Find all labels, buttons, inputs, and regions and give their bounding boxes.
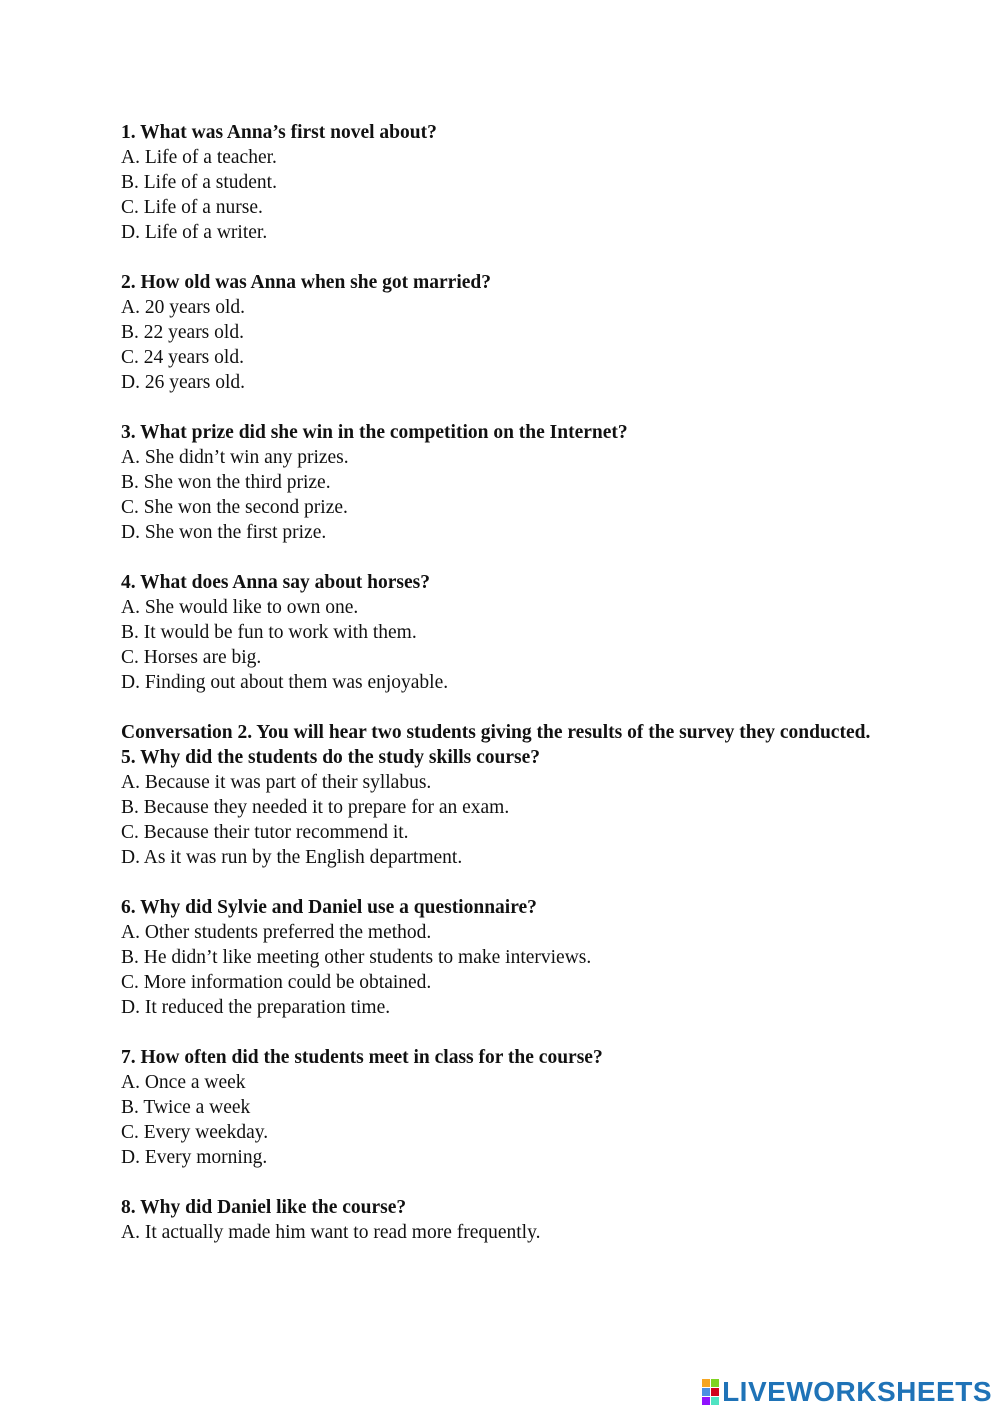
answer-option: B. He didn’t like meeting other students to make interviews. [121, 947, 592, 968]
answer-option: C. Because their tutor recommend it. [121, 822, 409, 843]
question-title: 4. What does Anna say about horses? [121, 572, 431, 593]
question-block [121, 1195, 881, 1245]
answer-option: A. She would like to own one. [121, 597, 359, 618]
answer-option: B. Life of a student. [121, 172, 277, 193]
answer-option: B. It would be fun to work with them. [121, 622, 417, 643]
question-list [121, 120, 881, 1245]
question-title: 2. How old was Anna when she got married? [121, 272, 491, 293]
logo-square [711, 1397, 719, 1405]
question-title: 7. How often did the students meet in class for the course? [121, 1047, 603, 1068]
answer-option: B. Because they needed it to prepare for an exam. [121, 797, 510, 818]
answer-option: C. She won the second prize. [121, 497, 348, 518]
answer-option: D. Finding out about them was enjoyable. [121, 672, 449, 693]
answer-option: B. She won the third prize. [121, 472, 331, 493]
answer-option: B. Twice a week [121, 1097, 251, 1118]
answer-option: A. Once a week [121, 1072, 246, 1093]
logo-square [702, 1379, 710, 1387]
answer-option: A. She didn’t win any prizes. [121, 447, 349, 468]
answer-option: D. 26 years old. [121, 372, 246, 393]
question-title: 3. What prize did she win in the competition on the Internet? [121, 422, 628, 443]
answer-option: D. Every morning. [121, 1147, 268, 1168]
question-block [121, 270, 881, 395]
answer-option: A. 20 years old. [121, 297, 246, 318]
answer-option: C. Life of a nurse. [121, 197, 263, 218]
logo-text: LIVEWORKSHEETS [722, 1376, 992, 1407]
answer-option: C. Every weekday. [121, 1122, 269, 1143]
answer-option: A. It actually made him want to read more frequently. [121, 1222, 541, 1243]
logo-square [711, 1379, 719, 1387]
answer-option: D. It reduced the preparation time. [121, 997, 391, 1018]
question-title: 5. Why did the students do the study skills course? [121, 747, 540, 768]
question-block [121, 720, 881, 870]
question-title: 8. Why did Daniel like the course? [121, 1197, 407, 1218]
question-block [121, 120, 881, 245]
question-title: 1. What was Anna’s first novel about? [121, 122, 437, 143]
answer-option: B. 22 years old. [121, 322, 244, 343]
logo-square [702, 1397, 710, 1405]
worksheet-page [121, 120, 881, 1270]
answer-option: D. As it was run by the English department. [121, 847, 463, 868]
question-block [121, 420, 881, 545]
logo-square [702, 1388, 710, 1396]
logo-icon [702, 1379, 719, 1405]
answer-option: A. Because it was part of their syllabus. [121, 772, 432, 793]
answer-option: C. 24 years old. [121, 347, 244, 368]
answer-option: A. Life of a teacher. [121, 147, 277, 168]
answer-option: C. Horses are big. [121, 647, 262, 668]
answer-option: A. Other students preferred the method. [121, 922, 432, 943]
liveworksheets-logo [702, 1377, 992, 1407]
question-block [121, 895, 881, 1020]
answer-option: C. More information could be obtained. [121, 972, 432, 993]
logo-square [711, 1388, 719, 1396]
question-block [121, 570, 881, 695]
section-heading: Conversation 2. You will hear two students giving the results of the survey they conducted. [121, 722, 871, 743]
answer-option: D. Life of a writer. [121, 222, 268, 243]
question-title: 6. Why did Sylvie and Daniel use a questionnaire? [121, 897, 537, 918]
answer-option: D. She won the first prize. [121, 522, 327, 543]
question-block [121, 1045, 881, 1170]
